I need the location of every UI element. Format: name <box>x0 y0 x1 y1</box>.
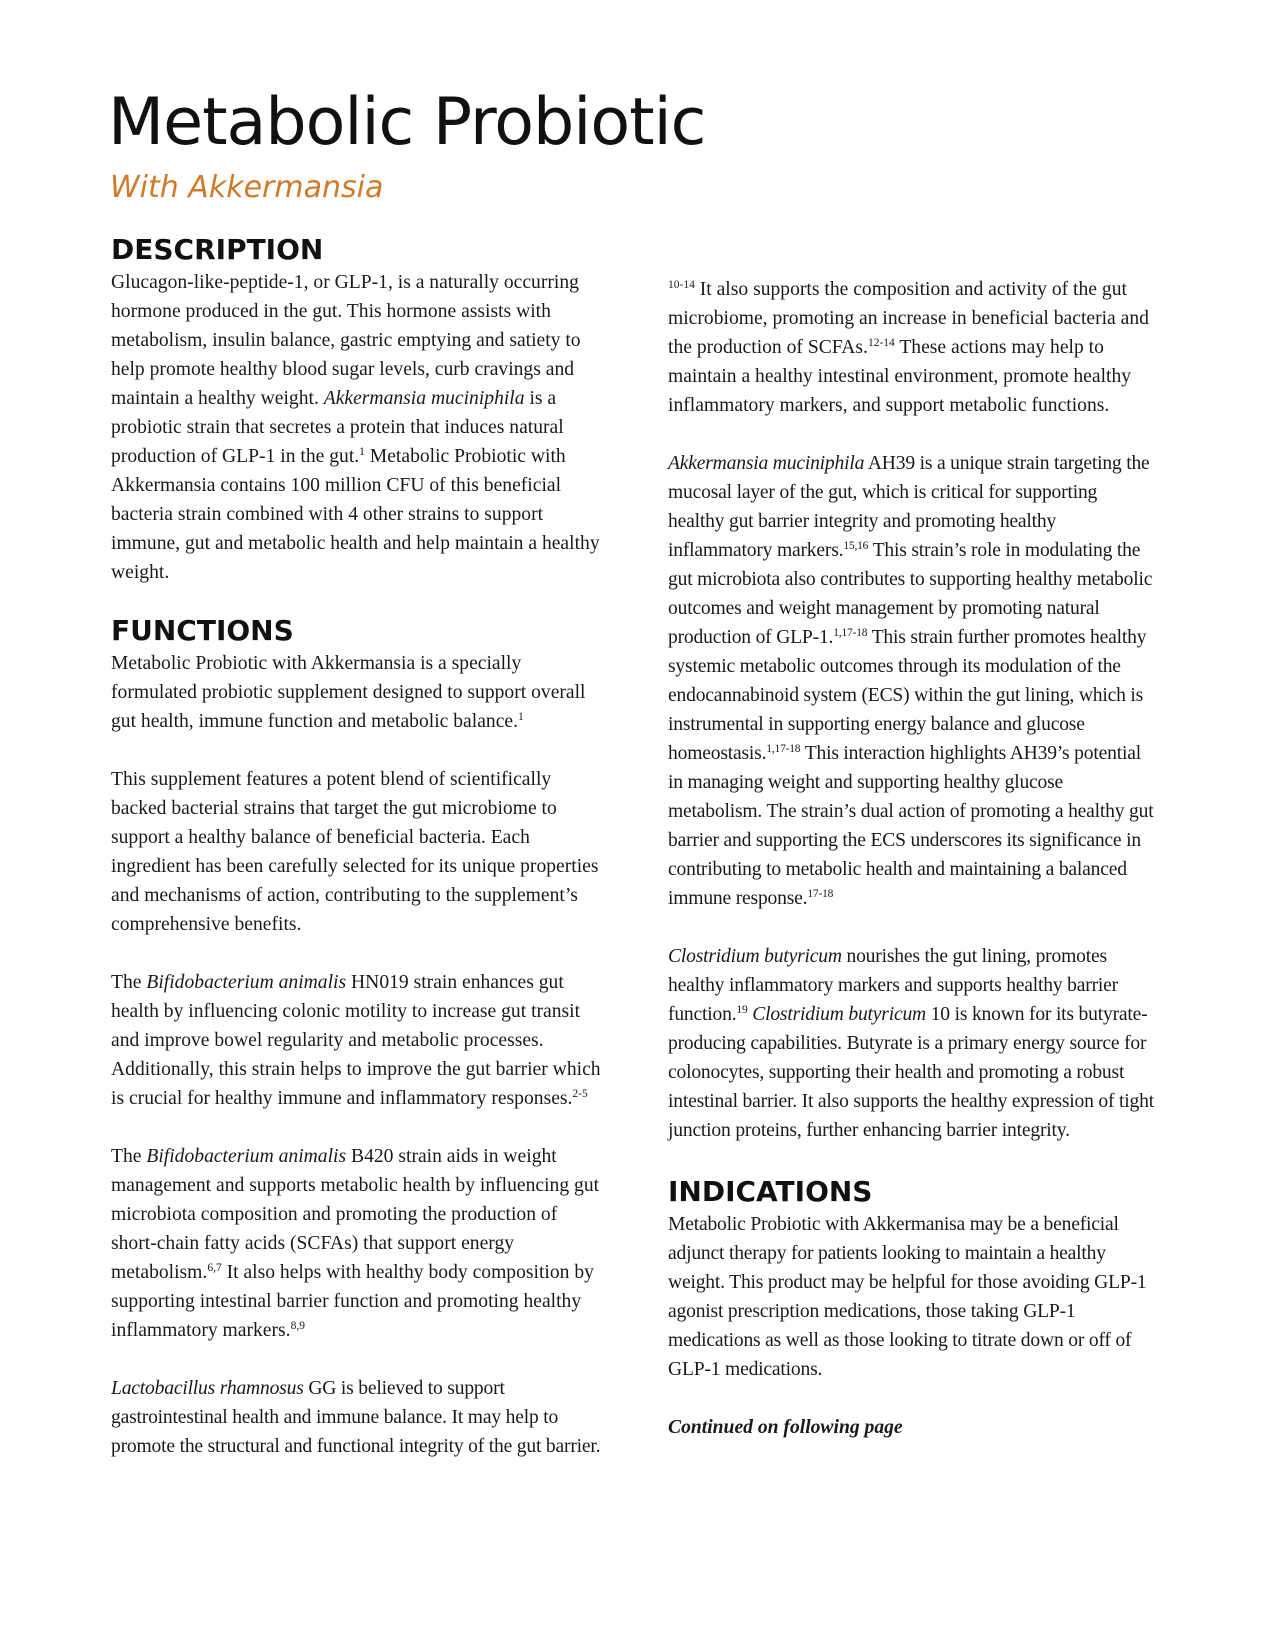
functions-text: B420 strain aids in weight management and supports metabolic health by influencing gut microbiota composition and promoting the production of short-chain fatty acids (SCFAs) that support energy metabolism. <box>111 1146 600 1283</box>
description-paragraph <box>111 268 606 587</box>
right-column <box>668 275 1158 1442</box>
functions-text: GG is believed to support gastrointestinal health and immune balance. It may help to promote the structural and functional integrity of the gut barrier. <box>111 1378 601 1457</box>
citation-ref: 1 <box>517 711 524 723</box>
left-column <box>111 232 606 1461</box>
species-name: Akkermansia muciniphila <box>668 453 865 474</box>
functions-text: This strain further promotes healthy systemic metabolic outcomes through its modulation of the endocannabinoid system (ECS) within the gut lining, which is instrumental in supporting energy balance and glucose homeostasis. <box>668 627 1147 764</box>
citation-ref: 1 <box>359 446 365 458</box>
functions-text: This strain’s role in modulating the gut microbiota also contributes to supporting healthy metabolic outcomes and weight management by promoting natural production of GLP-1. <box>668 540 1153 648</box>
description-text: Metabolic Probiotic with Akkermansia contains 100 million CFU of this beneficial bacteria strain combined with 4 other strains to support immune, gut and metabolic health and help maintain a healthy weight. <box>111 446 600 583</box>
species-name: Lactobacillus rhamnosus <box>111 1378 304 1399</box>
functions-paragraph-lgg-continued <box>668 275 1158 420</box>
citation-ref: 19 <box>736 1004 748 1016</box>
citation-ref: 12-14 <box>867 337 895 349</box>
citation-ref: 6,7 <box>207 1262 222 1274</box>
functions-text: nourishes the gut lining, promotes healthy inflammatory markers and supports healthy barrier function. <box>668 946 1118 1025</box>
citation-ref: 2-5 <box>572 1088 588 1100</box>
citation-ref: 17-18 <box>807 888 834 900</box>
species-name: Clostridium butyricum <box>668 946 842 967</box>
functions-text: Metabolic Probiotic with Akkermansia is a specially formulated probiotic supplement designed to support overall gut health, immune function and metabolic balance. <box>111 653 586 732</box>
page-title: Metabolic Probiotic <box>108 85 706 160</box>
citation-ref: 1,17-18 <box>833 627 868 639</box>
functions-paragraph-clostridium <box>668 942 1158 1145</box>
functions-text: It also helps with healthy body composition by supporting intestinal barrier function and promoting healthy inflammatory markers. <box>111 1262 594 1341</box>
species-name: Akkermansia muciniphila <box>323 388 525 409</box>
functions-paragraph-b420 <box>111 1142 606 1345</box>
citation-ref: 8,9 <box>290 1320 305 1332</box>
functions-text: The <box>111 972 147 993</box>
continued-note: Continued on following page <box>668 1417 903 1438</box>
functions-paragraph-hn019 <box>111 968 606 1113</box>
indications-paragraph: Metabolic Probiotic with Akkermanisa may be a beneficial adjunct therapy for patients looking to maintain a healthy weight. This product may be helpful for those avoiding GLP-1 agonist prescription medications, those taking GLP-1 medications as well as those looking to titrate down or off of GLP-1 medications. <box>668 1214 1147 1380</box>
functions-text: It also supports the composition and activity of the gut microbiome, promoting an increase in beneficial bacteria and the production of SCFAs. <box>668 279 1149 358</box>
functions-paragraph-1 <box>111 649 606 736</box>
functions-paragraph-lgg <box>111 1374 606 1461</box>
species-name: Bifidobacterium animalis <box>146 1146 347 1167</box>
functions-paragraph-ah39 <box>668 449 1158 913</box>
citation-ref: 15,16 <box>843 540 869 552</box>
page-subtitle: With Akkermansia <box>110 170 384 205</box>
species-name: Bifidobacterium animalis <box>146 972 347 993</box>
functions-text: These actions may help to maintain a healthy intestinal environment, promote healthy inflammatory markers, and support metabolic functions. <box>668 337 1132 416</box>
description-text: is a probiotic strain that secretes a protein that induces natural production of GLP-1 in the gut. <box>111 388 564 467</box>
functions-text: 10 is known for its butyrate-producing capabilities. Butyrate is a primary energy source for colonocytes, supporting their health and promoting a robust intestinal barrier. It also supports the healthy expression of tight junction proteins, further enhancing barrier integrity. <box>668 1004 1154 1141</box>
citation-ref: 10-14 <box>668 279 695 291</box>
functions-text: This interaction highlights AH39’s potential in managing weight and supporting healthy glucose metabolism. The strain’s dual action of promoting a healthy gut barrier and supporting the ECS underscores its significance in contributing to metabolic health and maintaining a balanced immune response. <box>668 743 1154 909</box>
functions-text: The <box>111 1146 147 1167</box>
functions-paragraph-2: This supplement features a potent blend of scientifically backed bacterial strains that target the gut microbiome to support a healthy balance of beneficial bacteria. Each ingredient has been carefully selected for its unique properties and mechanisms of action, contributing to the supplement’s comprehensive benefits. <box>111 769 599 935</box>
functions-text: AH39 is a unique strain targeting the mucosal layer of the gut, which is critical for supporting healthy gut barrier integrity and promoting healthy inflammatory markers. <box>668 453 1150 561</box>
citation-ref: 1,17-18 <box>766 743 801 755</box>
indications-heading: INDICATIONS <box>668 1175 873 1208</box>
description-heading: DESCRIPTION <box>111 233 324 266</box>
description-text: Glucagon-like-peptide-1, or GLP-1, is a naturally occurring hormone produced in the gut. This hormone assists with metabolism, insulin balance, gastric emptying and satiety to help promote healthy blood sugar levels, curb cravings and maintain a healthy weight. <box>111 272 581 409</box>
functions-text: HN019 strain enhances gut health by influencing colonic motility to increase gut transit and improve bowel regularity and metabolic processes. Additionally, this strain helps to improve the gut barrier which is crucial for healthy immune and inflammatory responses. <box>111 972 601 1109</box>
species-name: Clostridium butyricum <box>752 1004 926 1025</box>
functions-heading: FUNCTIONS <box>111 614 294 647</box>
